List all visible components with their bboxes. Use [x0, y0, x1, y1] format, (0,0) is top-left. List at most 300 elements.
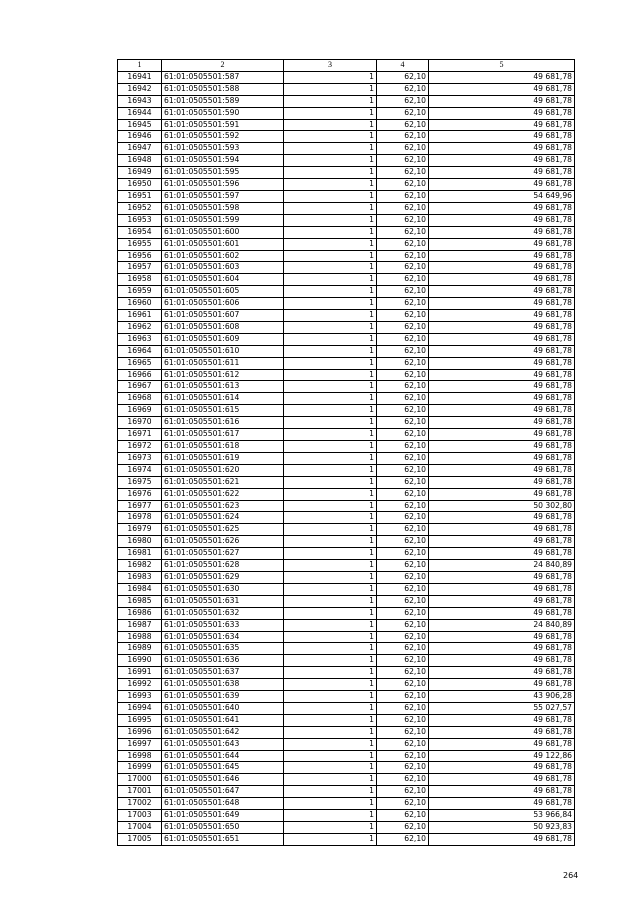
table-cell-col-4: 62,10: [377, 179, 429, 191]
table-row: [118, 810, 575, 822]
table-cell-col-4: 62,10: [377, 571, 429, 583]
table-cell-col-5: 49 681,78: [429, 536, 575, 548]
table-cell-col-5: 49 681,78: [429, 429, 575, 441]
table-cell-col-2: 61:01:0505501:637: [162, 667, 284, 679]
table-cell-col-1: 16956: [118, 250, 162, 262]
table-cell-col-4: 62,10: [377, 333, 429, 345]
table-cell-col-1: 16980: [118, 536, 162, 548]
table-cell-col-2: 61:01:0505501:648: [162, 798, 284, 810]
table-cell-col-1: 16987: [118, 619, 162, 631]
table-cell-col-1: 16976: [118, 488, 162, 500]
table-cell-col-2: 61:01:0505501:618: [162, 441, 284, 453]
table-cell-col-5: 49 681,78: [429, 488, 575, 500]
table-cell-col-3: 1: [284, 560, 377, 572]
table-row: [118, 179, 575, 191]
table-row: [118, 250, 575, 262]
page-number: 264: [563, 871, 579, 880]
table-cell-col-3: 1: [284, 143, 377, 155]
table-cell-col-3: 1: [284, 274, 377, 286]
table-cell-col-1: 16978: [118, 512, 162, 524]
table-cell-col-4: 62,10: [377, 226, 429, 238]
table-cell-col-1: 16969: [118, 405, 162, 417]
table-cell-col-3: 1: [284, 310, 377, 322]
table-cell-col-1: 16972: [118, 441, 162, 453]
table-cell-col-3: 1: [284, 155, 377, 167]
table-cell-col-1: 16965: [118, 357, 162, 369]
table-cell-col-4: 62,10: [377, 107, 429, 119]
table-cell-col-4: 62,10: [377, 512, 429, 524]
table-cell-col-5: 49 681,78: [429, 226, 575, 238]
table-cell-col-5: 49 681,78: [429, 83, 575, 95]
table-cell-col-2: 61:01:0505501:622: [162, 488, 284, 500]
table-cell-col-5: 49 681,78: [429, 250, 575, 262]
table-cell-col-3: 1: [284, 702, 377, 714]
table-cell-col-3: 1: [284, 190, 377, 202]
table-cell-col-2: 61:01:0505501:599: [162, 214, 284, 226]
table-cell-col-1: 16962: [118, 321, 162, 333]
table-row: [118, 774, 575, 786]
table-cell-col-3: 1: [284, 83, 377, 95]
table-cell-col-5: 49 681,78: [429, 95, 575, 107]
table-cell-col-3: 1: [284, 441, 377, 453]
table-cell-col-5: 49 681,78: [429, 298, 575, 310]
table-cell-col-4: 62,10: [377, 726, 429, 738]
table-cell-col-2: 61:01:0505501:616: [162, 417, 284, 429]
table-cell-col-3: 1: [284, 488, 377, 500]
table-cell-col-4: 62,10: [377, 798, 429, 810]
table-cell-col-5: 49 681,78: [429, 262, 575, 274]
table-cell-col-5: 49 681,78: [429, 202, 575, 214]
table-cell-col-2: 61:01:0505501:594: [162, 155, 284, 167]
table-cell-col-3: 1: [284, 202, 377, 214]
table-row: [118, 583, 575, 595]
table-cell-col-4: 62,10: [377, 583, 429, 595]
table-row: [118, 536, 575, 548]
table-row: [118, 393, 575, 405]
table-cell-col-1: 16981: [118, 548, 162, 560]
table-cell-col-2: 61:01:0505501:610: [162, 345, 284, 357]
table-cell-col-1: 16997: [118, 738, 162, 750]
table-cell-col-4: 62,10: [377, 691, 429, 703]
table-cell-col-1: 16958: [118, 274, 162, 286]
table-cell-col-5: 49 681,78: [429, 369, 575, 381]
column-header-1: 1: [118, 60, 162, 72]
table-cell-col-1: 16974: [118, 464, 162, 476]
table-cell-col-4: 62,10: [377, 702, 429, 714]
table-row: [118, 691, 575, 703]
table-cell-col-1: 16991: [118, 667, 162, 679]
table-cell-col-3: 1: [284, 393, 377, 405]
table-row: [118, 310, 575, 322]
table-row: [118, 607, 575, 619]
table-cell-col-2: 61:01:0505501:627: [162, 548, 284, 560]
table-cell-col-4: 62,10: [377, 190, 429, 202]
table-cell-col-1: 17005: [118, 833, 162, 845]
table-cell-col-5: 49 681,78: [429, 107, 575, 119]
table-row: [118, 643, 575, 655]
table-cell-col-2: 61:01:0505501:607: [162, 310, 284, 322]
table-cell-col-1: 16946: [118, 131, 162, 143]
table-cell-col-5: 54 649,96: [429, 190, 575, 202]
table-cell-col-2: 61:01:0505501:602: [162, 250, 284, 262]
table-cell-col-2: 61:01:0505501:613: [162, 381, 284, 393]
table-cell-col-2: 61:01:0505501:601: [162, 238, 284, 250]
table-row: [118, 131, 575, 143]
table-cell-col-2: 61:01:0505501:645: [162, 762, 284, 774]
table-cell-col-4: 62,10: [377, 667, 429, 679]
table-cell-col-2: 61:01:0505501:611: [162, 357, 284, 369]
table-cell-col-1: 16984: [118, 583, 162, 595]
table-cell-col-4: 62,10: [377, 607, 429, 619]
table-cell-col-2: 61:01:0505501:638: [162, 679, 284, 691]
table-cell-col-3: 1: [284, 726, 377, 738]
table-row: [118, 762, 575, 774]
table-cell-col-2: 61:01:0505501:643: [162, 738, 284, 750]
table-cell-col-3: 1: [284, 667, 377, 679]
header-row: [118, 60, 575, 72]
table-cell-col-2: 61:01:0505501:596: [162, 179, 284, 191]
table-cell-col-1: 16950: [118, 179, 162, 191]
table-cell-col-5: 49 681,78: [429, 631, 575, 643]
table-cell-col-5: 49 681,78: [429, 512, 575, 524]
table-cell-col-5: 49 681,78: [429, 548, 575, 560]
table-row: [118, 702, 575, 714]
table-cell-col-5: 49 681,78: [429, 571, 575, 583]
table-cell-col-5: 49 681,78: [429, 274, 575, 286]
table-cell-col-1: 16994: [118, 702, 162, 714]
table-cell-col-5: 24 840,89: [429, 619, 575, 631]
table-cell-col-4: 62,10: [377, 95, 429, 107]
table-cell-col-5: 49 681,78: [429, 524, 575, 536]
table-cell-col-3: 1: [284, 226, 377, 238]
table-cell-col-4: 62,10: [377, 810, 429, 822]
table-cell-col-2: 61:01:0505501:604: [162, 274, 284, 286]
table-cell-col-3: 1: [284, 262, 377, 274]
table-row: [118, 548, 575, 560]
table-cell-col-4: 62,10: [377, 714, 429, 726]
table-cell-col-5: 24 840,89: [429, 560, 575, 572]
table-cell-col-1: 16971: [118, 429, 162, 441]
table-row: [118, 738, 575, 750]
table-row: [118, 726, 575, 738]
table-cell-col-3: 1: [284, 786, 377, 798]
table-cell-col-4: 62,10: [377, 750, 429, 762]
table-cell-col-1: 16953: [118, 214, 162, 226]
table-cell-col-1: 16995: [118, 714, 162, 726]
table-cell-col-2: 61:01:0505501:646: [162, 774, 284, 786]
column-header-4: 4: [377, 60, 429, 72]
table-cell-col-2: 61:01:0505501:632: [162, 607, 284, 619]
table-cell-col-1: 16979: [118, 524, 162, 536]
table-row: [118, 679, 575, 691]
table-cell-col-1: 16998: [118, 750, 162, 762]
table-cell-col-4: 62,10: [377, 83, 429, 95]
table-cell-col-5: 49 681,78: [429, 798, 575, 810]
table-cell-col-4: 62,10: [377, 310, 429, 322]
table-cell-col-5: 49 681,78: [429, 131, 575, 143]
table-cell-col-2: 61:01:0505501:612: [162, 369, 284, 381]
table-cell-col-5: 49 681,78: [429, 167, 575, 179]
table-cell-col-1: 16954: [118, 226, 162, 238]
table-cell-col-4: 62,10: [377, 238, 429, 250]
table-cell-col-1: 17003: [118, 810, 162, 822]
table-cell-col-3: 1: [284, 738, 377, 750]
table-cell-col-4: 62,10: [377, 833, 429, 845]
table-row: [118, 202, 575, 214]
column-header-2: 2: [162, 60, 284, 72]
table-row: [118, 500, 575, 512]
table-cell-col-5: 49 681,78: [429, 726, 575, 738]
table-cell-col-1: 16985: [118, 595, 162, 607]
table-cell-col-2: 61:01:0505501:635: [162, 643, 284, 655]
table-cell-col-4: 62,10: [377, 524, 429, 536]
table-cell-col-4: 62,10: [377, 357, 429, 369]
table-cell-col-3: 1: [284, 131, 377, 143]
table-cell-col-4: 62,10: [377, 452, 429, 464]
table-cell-col-4: 62,10: [377, 655, 429, 667]
table-cell-col-1: 16952: [118, 202, 162, 214]
table-cell-col-4: 62,10: [377, 131, 429, 143]
table-row: [118, 441, 575, 453]
table-cell-col-4: 62,10: [377, 536, 429, 548]
table-cell-col-4: 62,10: [377, 786, 429, 798]
table-cell-col-4: 62,10: [377, 155, 429, 167]
table-cell-col-4: 62,10: [377, 119, 429, 131]
table-cell-col-4: 62,10: [377, 369, 429, 381]
table-cell-col-1: 16966: [118, 369, 162, 381]
table-cell-col-2: 61:01:0505501:636: [162, 655, 284, 667]
table-row: [118, 560, 575, 572]
table-cell-col-1: 16943: [118, 95, 162, 107]
table-row: [118, 631, 575, 643]
table-cell-col-1: 16959: [118, 286, 162, 298]
table-row: [118, 833, 575, 845]
table-cell-col-3: 1: [284, 429, 377, 441]
table-cell-col-3: 1: [284, 119, 377, 131]
table-row: [118, 226, 575, 238]
table-cell-col-2: 61:01:0505501:641: [162, 714, 284, 726]
table-cell-col-2: 61:01:0505501:626: [162, 536, 284, 548]
table-row: [118, 571, 575, 583]
table-cell-col-1: 16983: [118, 571, 162, 583]
table-cell-col-5: 49 681,78: [429, 310, 575, 322]
table-cell-col-1: 16977: [118, 500, 162, 512]
table-cell-col-3: 1: [284, 286, 377, 298]
table-cell-col-3: 1: [284, 321, 377, 333]
table-cell-col-2: 61:01:0505501:633: [162, 619, 284, 631]
table-cell-col-2: 61:01:0505501:649: [162, 810, 284, 822]
table-row: [118, 345, 575, 357]
table-cell-col-5: 53 966,84: [429, 810, 575, 822]
table-row: [118, 452, 575, 464]
table-cell-col-2: 61:01:0505501:624: [162, 512, 284, 524]
table-cell-col-2: 61:01:0505501:597: [162, 190, 284, 202]
table-cell-col-5: 49 681,78: [429, 179, 575, 191]
table-row: [118, 167, 575, 179]
table-cell-col-4: 62,10: [377, 631, 429, 643]
table-cell-col-5: 49 681,78: [429, 786, 575, 798]
table-cell-col-4: 62,10: [377, 274, 429, 286]
table-cell-col-5: 49 681,78: [429, 357, 575, 369]
table-cell-col-5: 49 681,78: [429, 774, 575, 786]
table-row: [118, 357, 575, 369]
table-cell-col-5: 49 681,78: [429, 214, 575, 226]
table-cell-col-3: 1: [284, 95, 377, 107]
table-cell-col-1: 16955: [118, 238, 162, 250]
table-row: [118, 405, 575, 417]
table-cell-col-1: 16970: [118, 417, 162, 429]
table-cell-col-3: 1: [284, 833, 377, 845]
table-cell-col-2: 61:01:0505501:588: [162, 83, 284, 95]
table-cell-col-3: 1: [284, 619, 377, 631]
table-cell-col-3: 1: [284, 607, 377, 619]
table-cell-col-1: 16990: [118, 655, 162, 667]
table-cell-col-5: 49 122,86: [429, 750, 575, 762]
table-cell-col-3: 1: [284, 333, 377, 345]
table-cell-col-2: 61:01:0505501:595: [162, 167, 284, 179]
table-cell-col-1: 16992: [118, 679, 162, 691]
table-cell-col-4: 62,10: [377, 417, 429, 429]
table-cell-col-2: 61:01:0505501:625: [162, 524, 284, 536]
table-cell-col-3: 1: [284, 512, 377, 524]
table-cell-col-3: 1: [284, 655, 377, 667]
table-cell-col-4: 62,10: [377, 71, 429, 83]
table-cell-col-4: 62,10: [377, 441, 429, 453]
table-row: [118, 143, 575, 155]
table-cell-col-2: 61:01:0505501:590: [162, 107, 284, 119]
table-cell-col-1: 16951: [118, 190, 162, 202]
table-cell-col-2: 61:01:0505501:609: [162, 333, 284, 345]
table-cell-col-5: 49 681,78: [429, 452, 575, 464]
table-cell-col-5: 49 681,78: [429, 417, 575, 429]
table-cell-col-5: 49 681,78: [429, 143, 575, 155]
table-cell-col-1: 16947: [118, 143, 162, 155]
table-cell-col-2: 61:01:0505501:603: [162, 262, 284, 274]
table-cell-col-3: 1: [284, 774, 377, 786]
table-cell-col-5: 49 681,78: [429, 441, 575, 453]
table-cell-col-2: 61:01:0505501:623: [162, 500, 284, 512]
table-row: [118, 286, 575, 298]
table-cell-col-3: 1: [284, 214, 377, 226]
table-cell-col-5: 49 681,78: [429, 833, 575, 845]
table-cell-col-1: 17004: [118, 822, 162, 834]
table-cell-col-3: 1: [284, 691, 377, 703]
table-cell-col-2: 61:01:0505501:591: [162, 119, 284, 131]
table-cell-col-4: 62,10: [377, 643, 429, 655]
table-cell-col-5: 55 027,57: [429, 702, 575, 714]
table-row: [118, 274, 575, 286]
table-cell-col-4: 62,10: [377, 345, 429, 357]
table-cell-col-3: 1: [284, 357, 377, 369]
table-row: [118, 107, 575, 119]
table-row: [118, 667, 575, 679]
table-cell-col-4: 62,10: [377, 202, 429, 214]
table-row: [118, 155, 575, 167]
table-cell-col-5: 49 681,78: [429, 286, 575, 298]
table-cell-col-3: 1: [284, 583, 377, 595]
table-row: [118, 429, 575, 441]
table-cell-col-5: 49 681,78: [429, 476, 575, 488]
table-cell-col-3: 1: [284, 405, 377, 417]
table-cell-col-1: 16993: [118, 691, 162, 703]
table-cell-col-3: 1: [284, 643, 377, 655]
table-cell-col-4: 62,10: [377, 488, 429, 500]
table-cell-col-3: 1: [284, 476, 377, 488]
table-cell-col-5: 50 923,83: [429, 822, 575, 834]
table-cell-col-1: 16999: [118, 762, 162, 774]
table-cell-col-5: 49 681,78: [429, 607, 575, 619]
table-cell-col-1: 16963: [118, 333, 162, 345]
table-cell-col-1: 16960: [118, 298, 162, 310]
table-cell-col-5: 49 681,78: [429, 71, 575, 83]
table-row: [118, 655, 575, 667]
table-cell-col-5: 49 681,78: [429, 762, 575, 774]
table-cell-col-3: 1: [284, 381, 377, 393]
table-cell-col-3: 1: [284, 822, 377, 834]
table-cell-col-4: 62,10: [377, 679, 429, 691]
table-cell-col-1: 16988: [118, 631, 162, 643]
table-row: [118, 71, 575, 83]
table-cell-col-5: 49 681,78: [429, 464, 575, 476]
table-cell-col-3: 1: [284, 810, 377, 822]
table-cell-col-3: 1: [284, 762, 377, 774]
table-cell-col-2: 61:01:0505501:617: [162, 429, 284, 441]
table-cell-col-3: 1: [284, 595, 377, 607]
table-cell-col-3: 1: [284, 679, 377, 691]
table-cell-col-1: 16945: [118, 119, 162, 131]
table-cell-col-1: 16949: [118, 167, 162, 179]
column-header-5: 5: [429, 60, 575, 72]
table-cell-col-3: 1: [284, 464, 377, 476]
table-cell-col-3: 1: [284, 71, 377, 83]
table-cell-col-2: 61:01:0505501:608: [162, 321, 284, 333]
table-cell-col-4: 62,10: [377, 286, 429, 298]
table-cell-col-3: 1: [284, 750, 377, 762]
table-cell-col-2: 61:01:0505501:651: [162, 833, 284, 845]
table-cell-col-4: 62,10: [377, 595, 429, 607]
table-row: [118, 595, 575, 607]
table-cell-col-1: 16942: [118, 83, 162, 95]
table-cell-col-5: 43 906,28: [429, 691, 575, 703]
table-row: [118, 238, 575, 250]
table-cell-col-4: 62,10: [377, 560, 429, 572]
table-cell-col-3: 1: [284, 107, 377, 119]
table-row: [118, 190, 575, 202]
table-cell-col-3: 1: [284, 500, 377, 512]
table-row: [118, 333, 575, 345]
table-cell-col-5: 49 681,78: [429, 381, 575, 393]
table-cell-col-1: 16944: [118, 107, 162, 119]
table-row: [118, 83, 575, 95]
table-cell-col-2: 61:01:0505501:589: [162, 95, 284, 107]
table-cell-col-1: 16961: [118, 310, 162, 322]
table-cell-col-4: 62,10: [377, 405, 429, 417]
table-cell-col-4: 62,10: [377, 500, 429, 512]
table-cell-col-4: 62,10: [377, 262, 429, 274]
table-cell-col-2: 61:01:0505501:605: [162, 286, 284, 298]
table-cell-col-1: 16975: [118, 476, 162, 488]
table-row: [118, 464, 575, 476]
table-row: [118, 822, 575, 834]
table-cell-col-1: 16941: [118, 71, 162, 83]
table-cell-col-2: 61:01:0505501:634: [162, 631, 284, 643]
column-header-3: 3: [284, 60, 377, 72]
table-cell-col-3: 1: [284, 369, 377, 381]
table-body: [118, 71, 575, 845]
table-row: [118, 476, 575, 488]
table-cell-col-4: 62,10: [377, 429, 429, 441]
table-cell-col-2: 61:01:0505501:630: [162, 583, 284, 595]
